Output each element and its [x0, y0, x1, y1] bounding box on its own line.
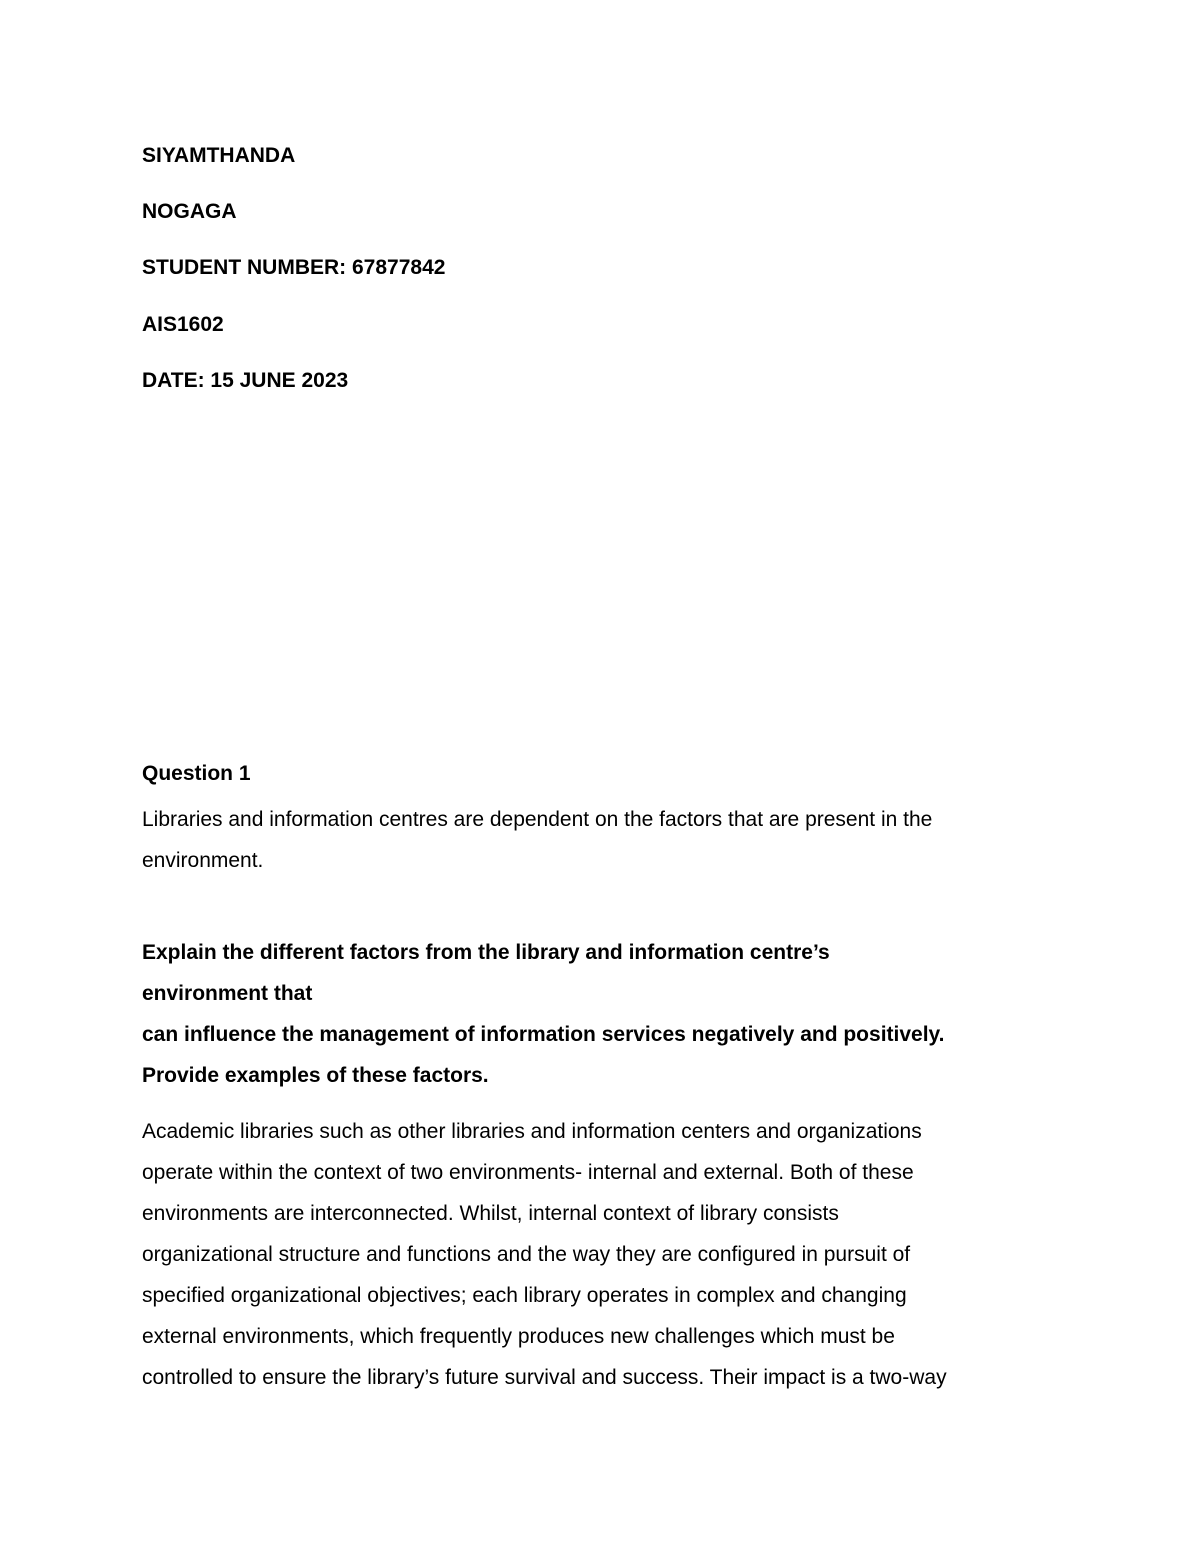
answer-line: specified organizational objectives; each library operates in complex and changing: [142, 1284, 907, 1307]
question-task-line: environment that: [142, 982, 313, 1005]
answer-line: operate within the context of two environments- internal and external. Both of these: [142, 1161, 914, 1184]
question-task-line: can influence the management of information services negatively and positively.: [142, 1023, 945, 1046]
answer-line: Academic libraries such as other libraries and information centers and organizations: [142, 1120, 922, 1143]
student-number: STUDENT NUMBER: 67877842: [142, 256, 446, 279]
question-task-line: Explain the different factors from the library and information centre’s: [142, 941, 830, 964]
question-task-line: Provide examples of these factors.: [142, 1064, 489, 1087]
answer-line: controlled to ensure the library’s future survival and success. Their impact is a two-way: [142, 1366, 947, 1389]
question-intro-line: environment.: [142, 849, 264, 872]
question-intro-line: Libraries and information centres are dependent on the factors that are present in the: [142, 808, 933, 831]
student-first-name: SIYAMTHANDA: [142, 144, 296, 167]
question-task: [142, 932, 1062, 1096]
answer-line: organizational structure and functions and the way they are configured in pursuit of: [142, 1243, 911, 1266]
answer-line: environments are interconnected. Whilst, internal context of library consists: [142, 1202, 839, 1225]
question-title: Question 1: [142, 762, 251, 785]
student-surname: NOGAGA: [142, 200, 237, 223]
submission-date: DATE: 15 JUNE 2023: [142, 369, 349, 392]
module-code: AIS1602: [142, 313, 224, 336]
question-intro: [142, 799, 1062, 881]
answer-paragraph: [142, 1111, 1062, 1398]
answer-line: external environments, which frequently produces new challenges which must be: [142, 1325, 895, 1348]
